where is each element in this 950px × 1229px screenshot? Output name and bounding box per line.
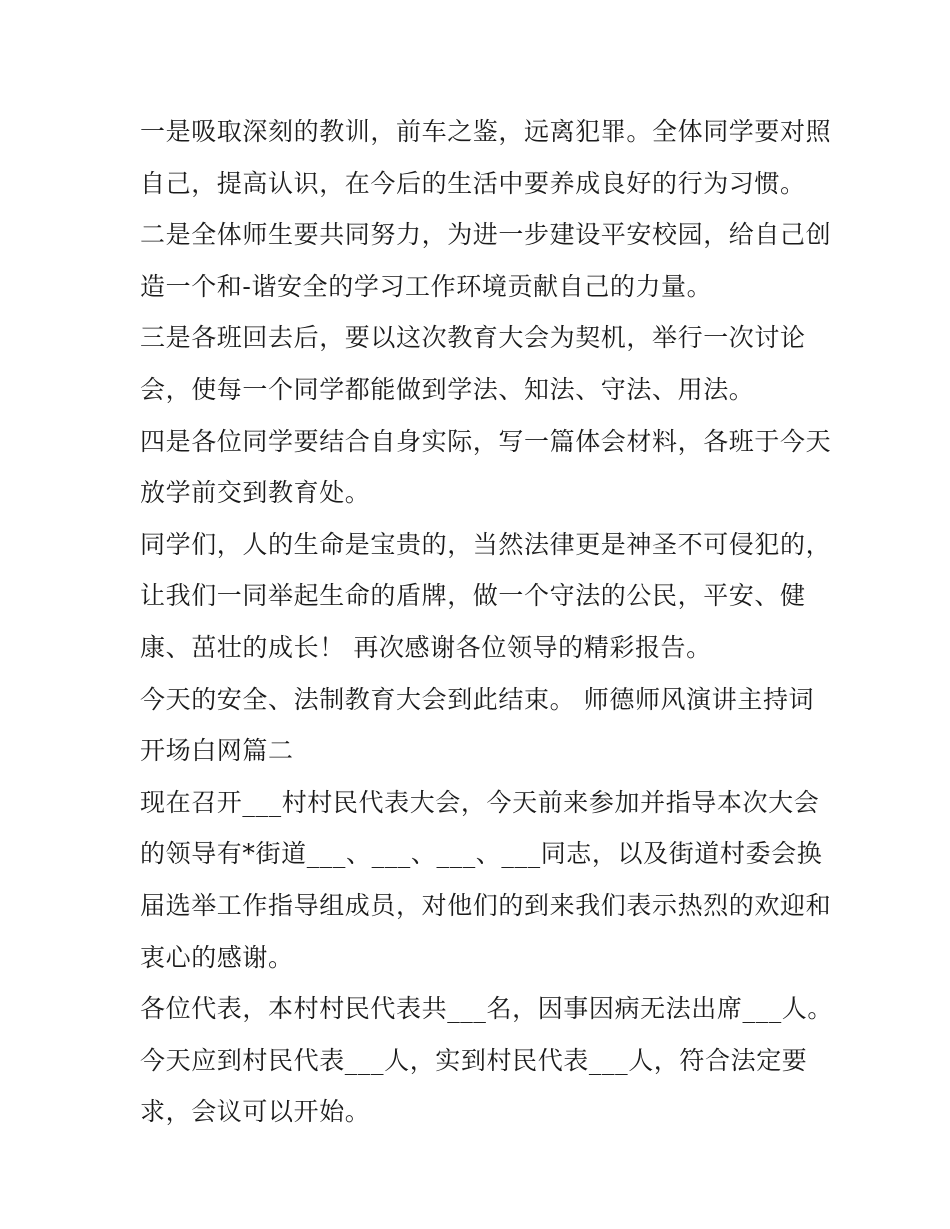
- text-line: 衷心的感谢。: [140, 942, 294, 972]
- text-line: 今天的安全、法制教育大会到此结束。 师德师风演讲主持词: [140, 684, 815, 714]
- text-line: 同学们，人的生命是宝贵的，当然法律更是神圣不可侵犯的，: [140, 529, 832, 559]
- body-text: [140, 106, 834, 1138]
- text-line: 现在召开___村村民代表大会，今天前来参加并指导本次大会: [140, 787, 820, 817]
- text-line: 造一个和-谐安全的学习工作环境贡献自己的力量。: [140, 271, 713, 301]
- text-line: 届选举工作指导组成员，对他们的到来我们表示热烈的欢迎和: [140, 890, 832, 920]
- text-line: 让我们一同举起生命的盾牌，做一个守法的公民，平安、健: [140, 581, 806, 611]
- text-line: 放学前交到教育处。: [140, 478, 371, 508]
- text-line: 会，使每一个同学都能做到学法、知法、守法、用法。: [140, 374, 755, 404]
- text-line: 三是各班回去后，要以这次教育大会为契机，举行一次讨论: [140, 323, 806, 353]
- text-line: 的领导有*街道___、___、___、___同志，以及街道村委会换: [140, 839, 823, 869]
- text-line: 今天应到村民代表___人，实到村民代表___人，符合法定要: [140, 1045, 808, 1075]
- text-line: 自己，提高认识，在今后的生活中要养成良好的行为习惯。: [140, 168, 806, 198]
- text-line: 开场白网篇二: [140, 736, 294, 766]
- text-line: 四是各位同学要结合自身实际，写一篇体会材料，各班于今天: [140, 426, 832, 456]
- text-line: 康、茁壮的成长！ 再次感谢各位领导的精彩报告。: [140, 632, 712, 662]
- text-line: 求，会议可以开始。: [140, 1097, 371, 1127]
- text-line: 各位代表，本村村民代表共___名，因事因病无法出席___人。: [140, 994, 834, 1024]
- text-line: 二是全体师生要共同努力，为进一步建设平安校园，给自己创: [140, 220, 832, 250]
- text-line: 一是吸取深刻的教训，前车之鉴，远离犯罪。全体同学要对照: [140, 117, 832, 146]
